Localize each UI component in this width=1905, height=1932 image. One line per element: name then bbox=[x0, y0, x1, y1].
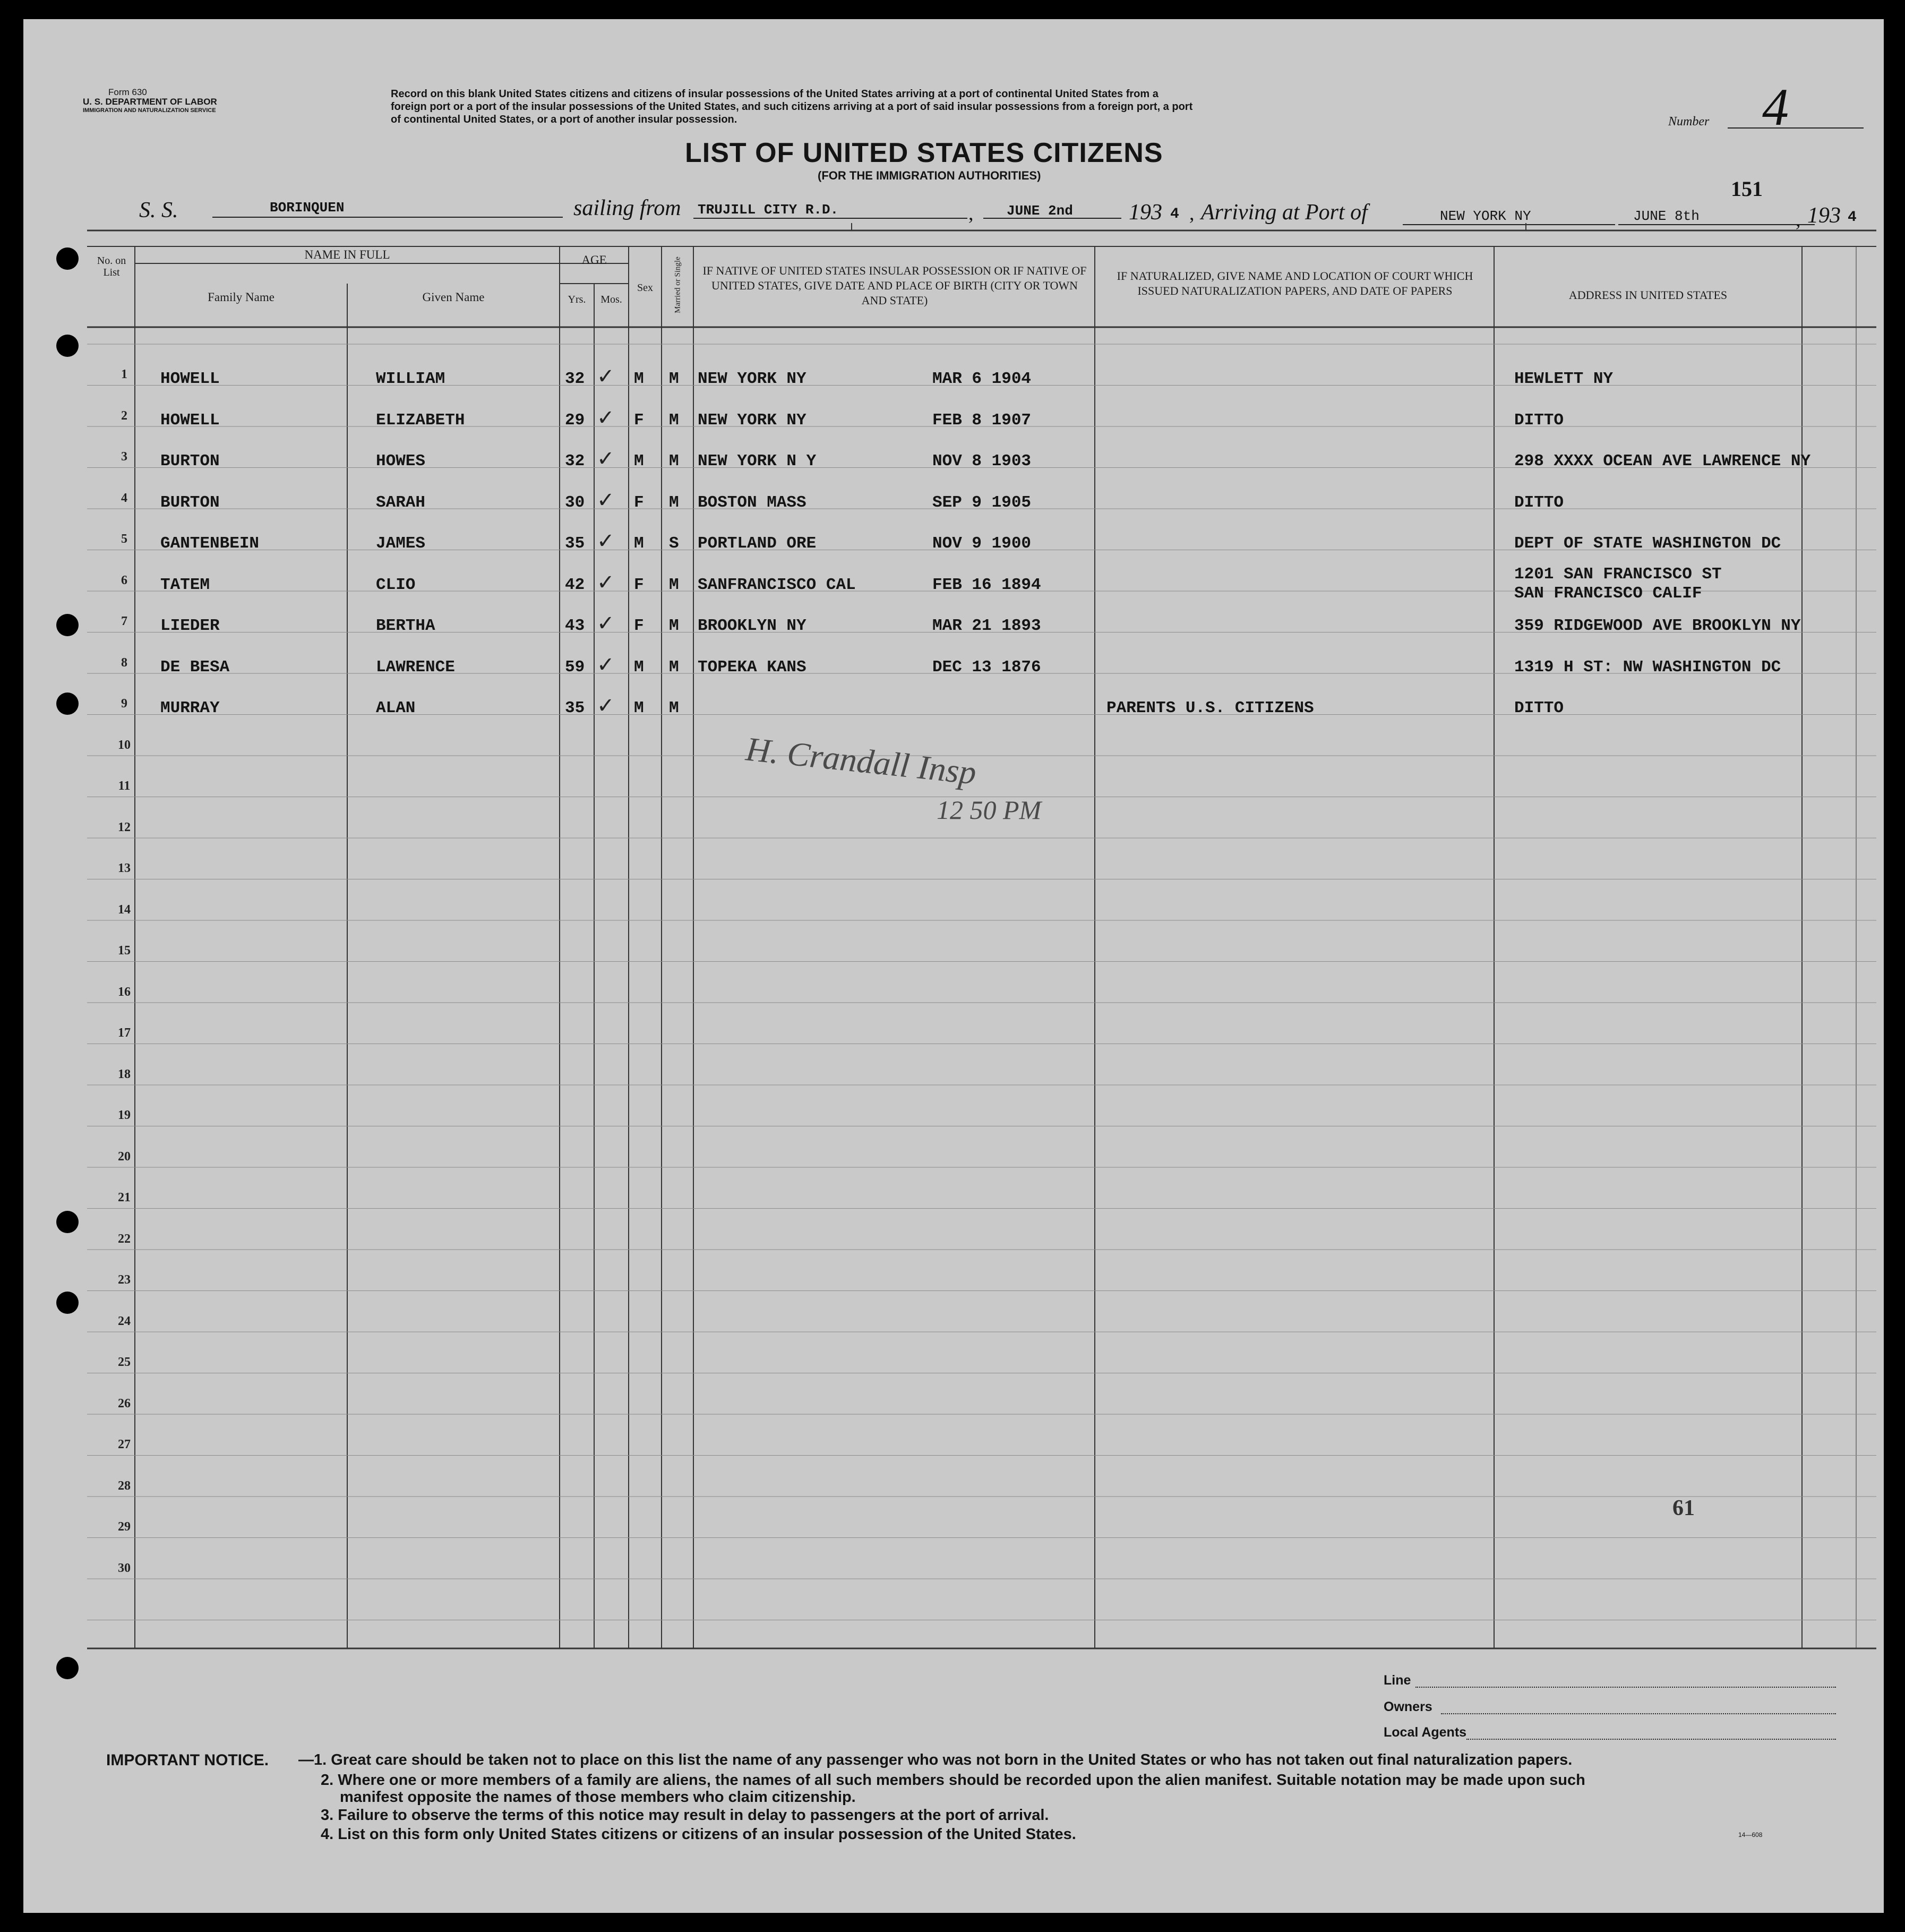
age-months-mark: ✓ bbox=[597, 364, 615, 389]
owners-field-rule bbox=[1441, 1713, 1836, 1714]
row-number: 15 bbox=[118, 944, 131, 958]
page-number: 151 bbox=[1731, 177, 1763, 201]
row-number: 3 bbox=[121, 450, 127, 464]
given-name-cell: LAWRENCE bbox=[376, 657, 455, 677]
birthdate-cell: DEC 13 1876 bbox=[932, 657, 1041, 677]
family-name-cell: GANTENBEIN bbox=[160, 534, 260, 553]
stamp-number: 61 bbox=[1672, 1496, 1695, 1520]
row-number: 9 bbox=[121, 697, 127, 711]
arrival-year-digit: 4 bbox=[1848, 209, 1857, 226]
age-months-mark: ✓ bbox=[597, 652, 615, 677]
address-cell: DITTO bbox=[1514, 493, 1564, 512]
birthdate-cell: NOV 8 1903 bbox=[932, 452, 1032, 471]
row-number: 12 bbox=[118, 820, 131, 834]
row-number: 27 bbox=[118, 1438, 131, 1451]
sail-year-digit: 4 bbox=[1170, 206, 1179, 223]
notice-line-3: manifest opposite the names of those members who claim citizenship. bbox=[340, 1789, 856, 1806]
given-name-cell: JAMES bbox=[376, 534, 426, 553]
row-number: 2 bbox=[121, 408, 127, 423]
family-name-cell: BURTON bbox=[160, 493, 220, 512]
row-number: 29 bbox=[118, 1520, 131, 1534]
row-number: 26 bbox=[118, 1396, 131, 1410]
notice-heading: IMPORTANT NOTICE. bbox=[106, 1751, 269, 1769]
sex-cell: F bbox=[634, 617, 644, 635]
address-cell: 1319 H ST: NW WASHINGTON DC bbox=[1514, 657, 1781, 677]
birthdate-cell: FEB 16 1894 bbox=[932, 575, 1041, 594]
birthplace-cell: NEW YORK N Y bbox=[698, 452, 817, 471]
sex-cell: M bbox=[634, 452, 644, 471]
sailing-label: sailing from bbox=[573, 196, 681, 220]
row-number: 7 bbox=[121, 614, 127, 628]
age-years-cell: 42 bbox=[565, 575, 585, 594]
header-birth: IF NATIVE OF UNITED STATES INSULAR POSSESSION OR IF NATIVE OF UNITED STATES, GIVE DATE AND PLACE OF BIRTH (CITY OR TOWN AND STATE) bbox=[702, 264, 1087, 307]
address-cell: 298 XXXX OCEAN AVE LAWRENCE NY bbox=[1514, 452, 1811, 471]
given-name-cell: HOWES bbox=[376, 452, 426, 471]
sex-cell: F bbox=[634, 575, 644, 594]
header-no: No. on List bbox=[97, 255, 126, 278]
header-yrs: Yrs. bbox=[568, 294, 586, 305]
agents-field-label: Local Agents bbox=[1384, 1725, 1467, 1740]
age-years-cell: 35 bbox=[565, 699, 585, 717]
address-cell: DITTO bbox=[1514, 411, 1564, 430]
row-number: 17 bbox=[118, 1026, 131, 1040]
birthdate-cell: MAR 21 1893 bbox=[932, 617, 1041, 635]
inspection-time: 12 50 PM bbox=[937, 795, 1042, 825]
family-name-cell: LIEDER bbox=[160, 617, 220, 635]
address-cell: 1201 SAN FRANCISCO ST bbox=[1514, 565, 1722, 584]
row-number: 13 bbox=[118, 861, 131, 875]
arrival-port: NEW YORK NY bbox=[1440, 208, 1531, 224]
notice-line-4: 3. Failure to observe the terms of this notice may result in delay to passengers at the port of arrival. bbox=[321, 1807, 1049, 1824]
form-number: Form 630 bbox=[108, 87, 147, 97]
family-name-cell: BURTON bbox=[160, 452, 220, 471]
row-number: 22 bbox=[118, 1232, 131, 1246]
header-name-in-full: NAME IN FULL bbox=[304, 248, 390, 261]
line-field-label: Line bbox=[1384, 1673, 1411, 1688]
address-cell: DITTO bbox=[1514, 699, 1564, 717]
comma: , bbox=[1796, 209, 1801, 231]
birthdate-cell: FEB 8 1907 bbox=[932, 411, 1032, 430]
birthdate-cell: SEP 9 1905 bbox=[932, 493, 1032, 512]
marital-status-cell: M bbox=[669, 370, 679, 388]
age-years-cell: 32 bbox=[565, 370, 585, 388]
header-sex: Sex bbox=[637, 282, 653, 294]
birthplace-cell: NEW YORK NY bbox=[698, 411, 806, 430]
header-address: ADDRESS IN UNITED STATES bbox=[1568, 288, 1728, 302]
given-name-cell: CLIO bbox=[376, 575, 416, 594]
arrival-date: JUNE 8th bbox=[1633, 208, 1700, 224]
given-name-cell: ELIZABETH bbox=[376, 411, 465, 430]
given-name-cell: SARAH bbox=[376, 493, 426, 512]
address-cell: DEPT OF STATE WASHINGTON DC bbox=[1514, 534, 1781, 553]
marital-status-cell: M bbox=[669, 575, 679, 594]
inspector-signature: H. Crandall Insp bbox=[744, 730, 979, 792]
birthplace-cell: BOSTON MASS bbox=[698, 493, 806, 512]
marital-status-cell: M bbox=[669, 411, 679, 430]
print-code: 14—608 bbox=[1738, 1831, 1763, 1839]
family-name-cell: TATEM bbox=[160, 575, 210, 594]
row-number: 24 bbox=[118, 1314, 131, 1328]
arrival-year-prefix: 193 bbox=[1807, 203, 1841, 228]
sex-cell: M bbox=[634, 534, 644, 553]
age-months-mark: ✓ bbox=[597, 570, 615, 595]
notice-line-5: 4. List on this form only United States citizens or citizens of an insular possession of the United States. bbox=[321, 1826, 1076, 1843]
header-mos: Mos. bbox=[600, 294, 622, 305]
age-months-mark: ✓ bbox=[597, 529, 615, 553]
given-name-cell: BERTHA bbox=[376, 617, 435, 635]
given-name-cell: ALAN bbox=[376, 699, 416, 717]
agents-field-rule bbox=[1466, 1739, 1836, 1740]
naturalization-cell: PARENTS U.S. CITIZENS bbox=[1106, 699, 1314, 717]
ss-label: S. S. bbox=[139, 198, 178, 223]
sex-cell: F bbox=[634, 493, 644, 512]
owners-field-label: Owners bbox=[1384, 1699, 1432, 1714]
row-number: 28 bbox=[118, 1478, 131, 1493]
instruction-line-3: of continental United States, or a port of another insular possession. bbox=[391, 114, 737, 125]
row-number: 5 bbox=[121, 532, 127, 546]
address-cell: 359 RIDGEWOOD AVE BROOKLYN NY bbox=[1514, 617, 1801, 635]
row-number: 25 bbox=[118, 1355, 131, 1369]
from-port: TRUJILL CITY R.D. bbox=[698, 202, 839, 218]
address-cell: HEWLETT NY bbox=[1514, 370, 1614, 388]
age-months-mark: ✓ bbox=[597, 447, 615, 471]
birthplace-cell: TOPEKA KANS bbox=[698, 657, 806, 677]
row-number: 4 bbox=[121, 491, 127, 505]
ship-name: BORINQUEN bbox=[270, 200, 345, 216]
row-number: 20 bbox=[118, 1149, 131, 1164]
form-title: LIST OF UNITED STATES CITIZENS bbox=[685, 138, 1163, 168]
row-number: 8 bbox=[121, 655, 127, 670]
department: U. S. DEPARTMENT OF LABOR bbox=[83, 97, 217, 107]
sex-cell: F bbox=[634, 411, 644, 430]
birthdate-cell: MAR 6 1904 bbox=[932, 370, 1032, 388]
row-number: 10 bbox=[118, 738, 131, 752]
family-name-cell: MURRAY bbox=[160, 699, 220, 717]
row-number: 6 bbox=[121, 573, 127, 587]
age-years-cell: 43 bbox=[565, 617, 585, 635]
row-number: 14 bbox=[118, 902, 131, 917]
row-number: 30 bbox=[118, 1561, 131, 1575]
marital-status-cell: M bbox=[669, 452, 679, 471]
age-months-mark: ✓ bbox=[597, 611, 615, 636]
family-name-cell: HOWELL bbox=[160, 370, 220, 388]
given-name-cell: WILLIAM bbox=[376, 370, 445, 388]
row-number: 23 bbox=[118, 1273, 131, 1287]
number-label: Number bbox=[1668, 115, 1710, 129]
age-years-cell: 59 bbox=[565, 657, 585, 677]
birthplace-cell: NEW YORK NY bbox=[698, 370, 806, 388]
family-name-cell: HOWELL bbox=[160, 411, 220, 430]
manifest-sheet bbox=[23, 19, 1884, 1913]
age-years-cell: 29 bbox=[565, 411, 585, 430]
sex-cell: M bbox=[634, 657, 644, 677]
age-years-cell: 30 bbox=[565, 493, 585, 512]
birthplace-cell: PORTLAND ORE bbox=[698, 534, 817, 553]
header-naturalized: IF NATURALIZED, GIVE NAME AND LOCATION OF COURT WHICH ISSUED NATURALIZATION PAPERS, AND DATE OF PAPERS bbox=[1117, 269, 1473, 297]
instruction-line-2: foreign port or a port of the insular possessions of the United States, and such citizens arriving at a port of said insular possessions from a foreign port, a port bbox=[391, 101, 1193, 113]
form-subtitle: (FOR THE IMMIGRATION AUTHORITIES) bbox=[818, 169, 1041, 182]
row-number: 11 bbox=[118, 779, 131, 793]
header-given-name: Given Name bbox=[422, 290, 485, 304]
age-months-mark: ✓ bbox=[597, 405, 615, 430]
sex-cell: M bbox=[634, 370, 644, 388]
comma: , bbox=[1189, 202, 1195, 225]
arriving-label: Arriving at Port of bbox=[1201, 200, 1368, 225]
age-years-cell: 35 bbox=[565, 534, 585, 553]
row-number: 16 bbox=[118, 985, 131, 999]
marital-status-cell: M bbox=[669, 657, 679, 677]
instruction-line-1: Record on this blank United States citizens and citizens of insular possessions of the United States arriving at a port of continental United States from a bbox=[391, 88, 1159, 100]
address-cell-line-2: SAN FRANCISCO CALIF bbox=[1514, 584, 1702, 603]
age-months-mark: ✓ bbox=[597, 488, 615, 512]
marital-status-cell: M bbox=[669, 617, 679, 635]
marital-status-cell: M bbox=[669, 699, 679, 717]
header-married: Married or Single bbox=[673, 257, 682, 313]
birthplace-cell: BROOKLYN NY bbox=[698, 617, 806, 635]
family-name-cell: DE BESA bbox=[160, 657, 230, 677]
marital-status-cell: S bbox=[669, 534, 679, 553]
header-age: AGE bbox=[581, 253, 607, 267]
header-family-name: Family Name bbox=[208, 290, 274, 304]
notice-line-2: 2. Where one or more members of a family are aliens, the names of all such members should be recorded upon the alien manifest. Suitable notation may be made upon such bbox=[321, 1772, 1585, 1789]
sex-cell: M bbox=[634, 699, 644, 717]
row-number: 1 bbox=[121, 367, 127, 381]
row-number: 19 bbox=[118, 1108, 131, 1122]
notice-line-1: —1. Great care should be taken not to place on this list the name of any passenger who was not born in the United States or who has not taken out final naturalization papers. bbox=[298, 1751, 1573, 1768]
birthdate-cell: NOV 9 1900 bbox=[932, 534, 1032, 553]
marital-status-cell: M bbox=[669, 493, 679, 512]
row-number: 18 bbox=[118, 1067, 131, 1081]
row-number: 21 bbox=[118, 1191, 131, 1204]
line-field-rule bbox=[1415, 1687, 1836, 1688]
birthplace-cell: SANFRANCISCO CAL bbox=[698, 575, 856, 594]
age-years-cell: 32 bbox=[565, 452, 585, 471]
number-value: 4 bbox=[1762, 78, 1789, 136]
sail-date: JUNE 2nd bbox=[1007, 203, 1073, 219]
comma: , bbox=[968, 202, 974, 225]
service: IMMIGRATION AND NATURALIZATION SERVICE bbox=[83, 107, 216, 114]
sail-year-prefix: 193 bbox=[1129, 200, 1162, 225]
age-months-mark: ✓ bbox=[597, 694, 615, 718]
